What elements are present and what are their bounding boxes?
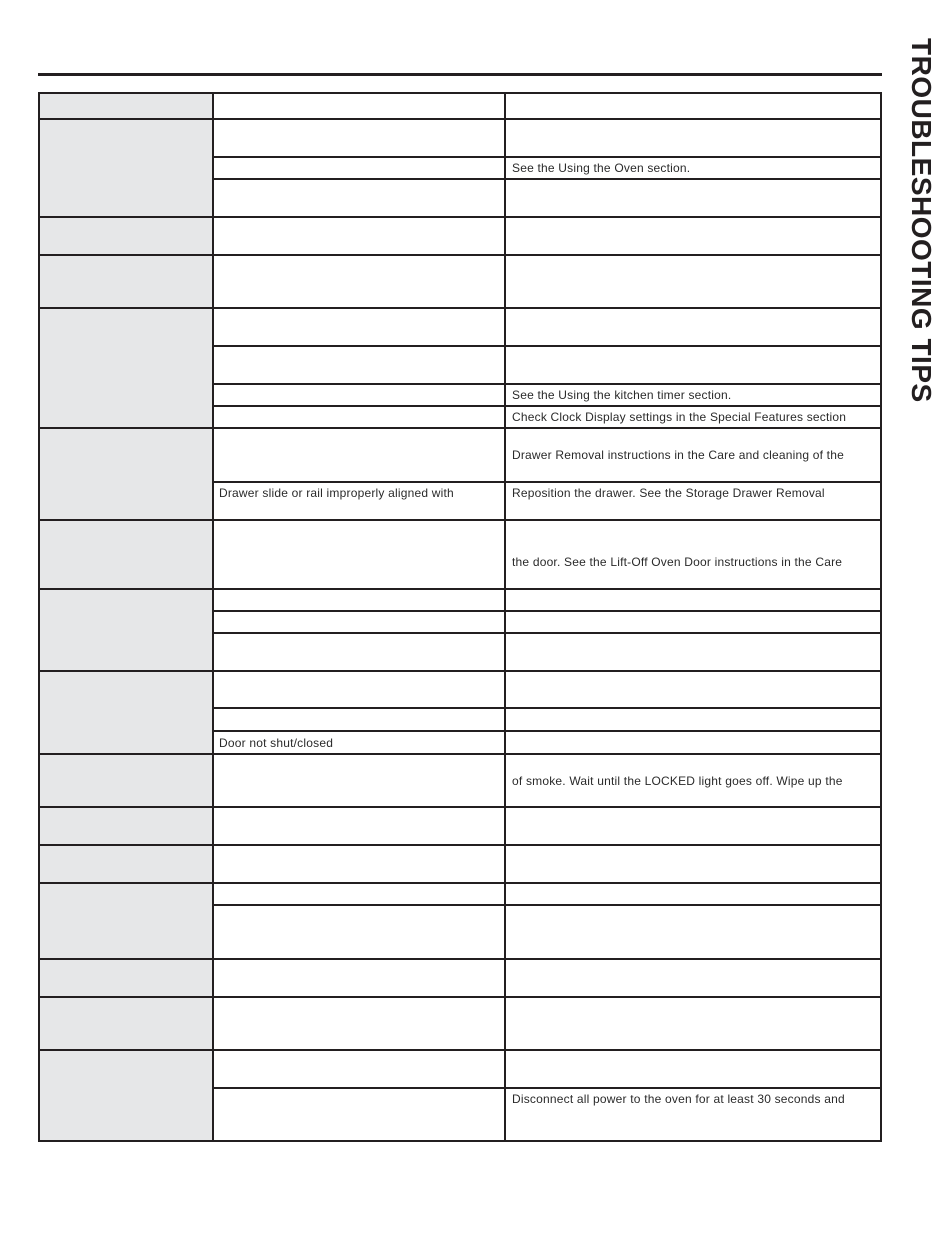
solution-text: Disconnect all power to the oven for at least 30 seconds and: [512, 1092, 845, 1106]
cause-text: Drawer slide or rail improperly aligned with: [219, 486, 454, 500]
troubleshooting-table: [38, 92, 882, 1142]
header-problem-cell: [38, 92, 213, 119]
cause-text: Door not shut/closed: [219, 736, 334, 750]
header-rule: [38, 73, 882, 76]
solution-text: Reposition the drawer. See the Storage Drawer Removal: [512, 486, 825, 500]
solution-text: Check Clock Display settings in the Special Features section: [512, 410, 847, 424]
solution-text: of smoke. Wait until the LOCKED light goes off. Wipe up the: [512, 774, 843, 788]
solution-text: See the Using the Oven section.: [512, 161, 691, 175]
solution-text: the door. See the Lift-Off Oven Door instructions in the Care: [512, 555, 843, 569]
solution-text: See the Using the kitchen timer section.: [512, 388, 732, 402]
problem-cell: [38, 119, 213, 1142]
solution-text: Drawer Removal instructions in the Care and cleaning of the: [512, 448, 844, 462]
page-title: TROUBLESHOOTING TIPS: [906, 38, 937, 403]
